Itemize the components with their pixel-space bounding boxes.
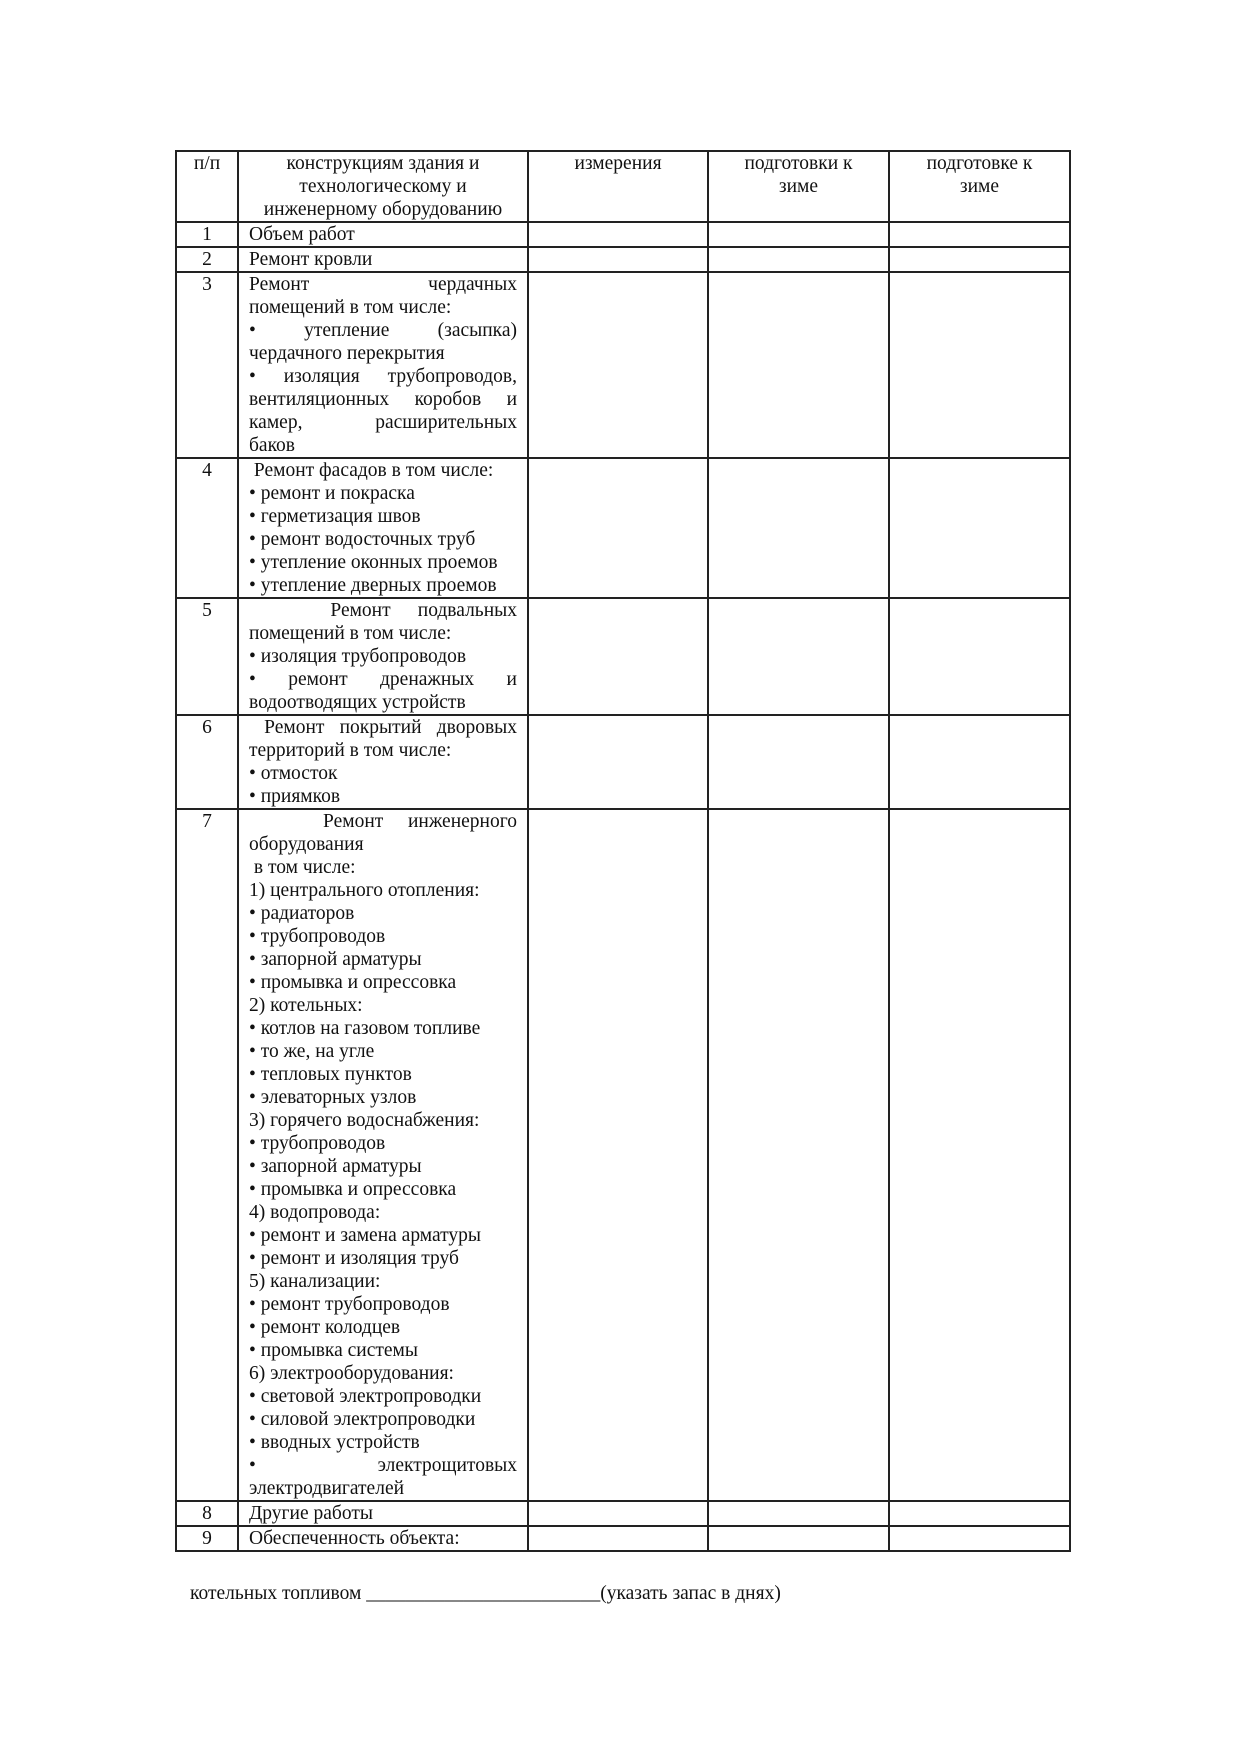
header-col-units-line: измерения [574, 153, 662, 174]
row-number: 2 [176, 247, 238, 272]
row-number: 1 [176, 222, 238, 247]
description-line: оборудования [249, 834, 364, 855]
description-line: Ремонт кровли [249, 249, 373, 270]
header-col-structures-line: технологическому и [299, 176, 467, 197]
description-line: помещений в том числе: [249, 297, 452, 318]
description-line: • промывка и опрессовка [249, 1179, 457, 1200]
description-line: Ремонт подвальных [249, 600, 517, 621]
header-col-prep-done [889, 151, 1070, 222]
header-col-structures [238, 151, 528, 222]
row-description [238, 598, 528, 715]
description-line: Ремонт чердачных [249, 274, 517, 295]
description-line: чердачного перекрытия [249, 343, 445, 364]
description-line: • ремонт трубопроводов [249, 1294, 450, 1315]
header-col-structures-line: конструкциям здания и [286, 153, 480, 174]
description-line: • ремонт колодцев [249, 1317, 401, 1338]
row-number: 8 [176, 1501, 238, 1526]
description-line: водоотводящих устройств [249, 692, 466, 713]
description-line: 3) горячего водоснабжения: [249, 1110, 480, 1131]
description-line: • промывка и опрессовка [249, 972, 457, 993]
header-col-prep-done-line: подготовке к [926, 153, 1033, 174]
row-description [238, 1526, 528, 1551]
prep-done-cell [889, 247, 1070, 272]
row-number: 9 [176, 1526, 238, 1551]
description-line: • изоляция трубопроводов [249, 646, 467, 667]
row-number: 3 [176, 272, 238, 458]
row-description [238, 715, 528, 809]
header-col-prep-volume [708, 151, 889, 222]
table-row [176, 272, 1070, 458]
description-line: • ремонт и покраска [249, 483, 415, 504]
description-line: Другие работы [249, 1503, 373, 1524]
table-row [176, 809, 1070, 1501]
row-number: 7 [176, 809, 238, 1501]
description-line: 4) водопровода: [249, 1202, 381, 1223]
row-description [238, 222, 528, 247]
description-line: • радиаторов [249, 903, 355, 924]
prep-volume-cell [708, 809, 889, 1501]
header-col-prep-volume-line: зиме [778, 176, 819, 197]
row-description [238, 458, 528, 598]
description-line: • герметизация швов [249, 506, 421, 527]
prep-done-cell [889, 222, 1070, 247]
description-line: • трубопроводов [249, 926, 386, 947]
description-line: камер, расширительных [249, 412, 517, 433]
description-line: • запорной арматуры [249, 949, 422, 970]
description-line: территорий в том числе: [249, 740, 452, 761]
table-row [176, 247, 1070, 272]
row-number: 6 [176, 715, 238, 809]
description-line: помещений в том числе: [249, 623, 452, 644]
units-cell [528, 272, 708, 458]
description-line: • то же, на угле [249, 1041, 375, 1062]
prep-done-cell [889, 598, 1070, 715]
header-col-structures-line: инженерному оборудованию [263, 199, 503, 220]
units-cell [528, 598, 708, 715]
description-line: • вводных устройств [249, 1432, 420, 1453]
prep-done-cell [889, 1526, 1070, 1551]
description-line: 6) электрооборудования: [249, 1363, 454, 1384]
header-col-prep-done-line: зиме [959, 176, 1000, 197]
description-line: Ремонт инженерного [249, 811, 517, 832]
header-col-prep-volume-line: подготовки к [744, 153, 853, 174]
units-cell [528, 809, 708, 1501]
prep-done-cell [889, 272, 1070, 458]
table-header-row [176, 151, 1070, 222]
table-row [176, 1501, 1070, 1526]
description-line: • утепление оконных проемов [249, 552, 498, 573]
prep-volume-cell [708, 247, 889, 272]
table-row [176, 1526, 1070, 1551]
table-row [176, 598, 1070, 715]
description-line: баков [249, 435, 296, 456]
description-line: • котлов на газовом топливе [249, 1018, 481, 1039]
row-description [238, 247, 528, 272]
prep-done-cell [889, 458, 1070, 598]
row-description [238, 1501, 528, 1526]
footer-fuel-line: котельных топливом ________________________(указать запас в днях) [190, 1583, 781, 1604]
table-row [176, 458, 1070, 598]
description-line: в том числе: [249, 857, 356, 878]
prep-volume-cell [708, 598, 889, 715]
header-col-number [176, 151, 238, 222]
description-line: 2) котельных: [249, 995, 363, 1016]
description-line: электродвигателей [249, 1478, 405, 1499]
description-line: • силовой электропроводки [249, 1409, 476, 1430]
header-col-number-label: п/п [193, 153, 221, 174]
description-line: Ремонт фасадов в том числе: [249, 460, 494, 481]
table-row [176, 222, 1070, 247]
winter-prep-table [175, 150, 1071, 1552]
units-cell [528, 458, 708, 598]
units-cell [528, 715, 708, 809]
description-line: • электрощитовых [249, 1455, 517, 1476]
table-row [176, 715, 1070, 809]
prep-volume-cell [708, 222, 889, 247]
description-line: 5) канализации: [249, 1271, 381, 1292]
row-number: 4 [176, 458, 238, 598]
units-cell [528, 247, 708, 272]
description-line: • изоляция трубопроводов, [249, 366, 517, 387]
description-line: • утепление (засыпка) [249, 320, 517, 341]
prep-volume-cell [708, 715, 889, 809]
table-body [176, 151, 1070, 1551]
row-number: 5 [176, 598, 238, 715]
description-line: 1) центрального отопления: [249, 880, 480, 901]
description-line: • промывка системы [249, 1340, 418, 1361]
header-col-units [528, 151, 708, 222]
description-line: вентиляционных коробов и [249, 389, 517, 410]
description-line: • трубопроводов [249, 1133, 386, 1154]
description-line: • ремонт водосточных труб [249, 529, 476, 550]
description-line: • отмосток [249, 763, 338, 784]
prep-done-cell [889, 1501, 1070, 1526]
description-line: Ремонт покрытий дворовых [249, 717, 517, 738]
prep-done-cell [889, 809, 1070, 1501]
description-line: • ремонт дренажных и [249, 669, 517, 690]
prep-volume-cell [708, 1526, 889, 1551]
prep-volume-cell [708, 458, 889, 598]
description-line: • приямков [249, 786, 341, 807]
units-cell [528, 1526, 708, 1551]
description-line: Объем работ [249, 224, 355, 245]
description-line: • ремонт и изоляция труб [249, 1248, 459, 1269]
description-line: • ремонт и замена арматуры [249, 1225, 481, 1246]
row-description [238, 809, 528, 1501]
description-line: • запорной арматуры [249, 1156, 422, 1177]
description-line: • тепловых пунктов [249, 1064, 412, 1085]
prep-done-cell [889, 715, 1070, 809]
description-line: • элеваторных узлов [249, 1087, 417, 1108]
description-line: Обеспеченность объекта: [249, 1528, 460, 1549]
units-cell [528, 1501, 708, 1526]
units-cell [528, 222, 708, 247]
description-line: • утепление дверных проемов [249, 575, 497, 596]
prep-volume-cell [708, 1501, 889, 1526]
prep-volume-cell [708, 272, 889, 458]
description-line: • световой электропроводки [249, 1386, 482, 1407]
row-description [238, 272, 528, 458]
